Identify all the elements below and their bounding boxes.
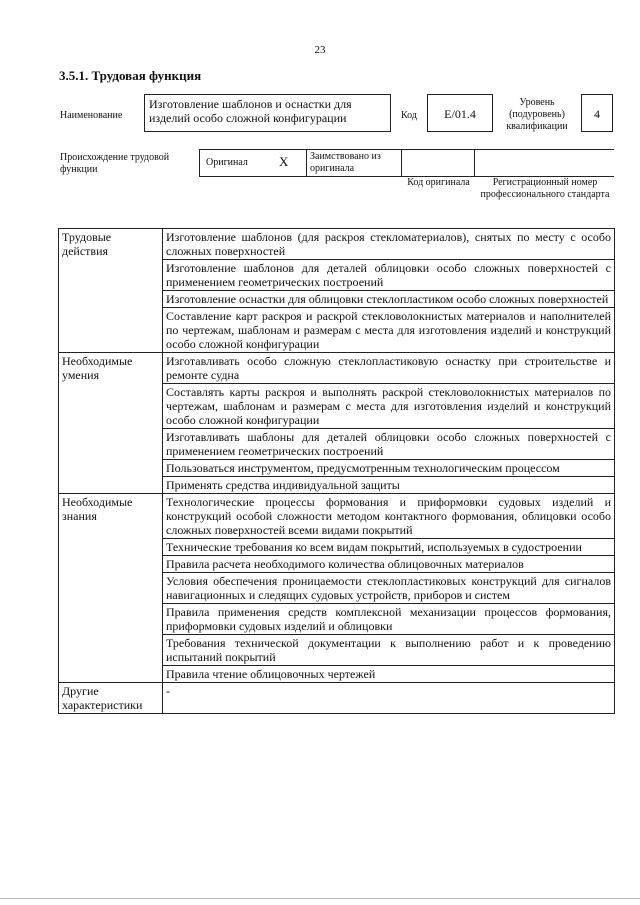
table-cell: Изготавливать шаблоны для деталей облицовки особо сложных поверхностей с применением геометрических построений <box>163 429 615 460</box>
original-mark: X <box>279 154 289 169</box>
name-label: Наименование <box>60 110 123 121</box>
table-cell: Изготовление шаблонов (для раскроя стекломатериалов), снятых по месту с особо сложных поверхностей <box>163 229 615 260</box>
table-cell: Пользоваться инструментом, предусмотренным технологическим процессом <box>163 460 615 477</box>
original-label: Оригинал <box>206 157 248 168</box>
table-cell: Применять средства индивидуальной защиты <box>163 477 615 494</box>
origin-divider-1 <box>306 149 307 177</box>
table-row <box>59 683 615 714</box>
table-cell: Правила чтение облицовочных чертежей <box>163 666 615 683</box>
section-heading: Необходимые знания <box>59 494 163 683</box>
code-value: E/01.4 <box>427 94 493 132</box>
table-cell: Правила расчета необходимого количества облицовочных материалов <box>163 556 615 573</box>
table-cell: Технологические процессы формования и приформовки судовых изделий и конструкций особой сложности методом контактного формования, облицовки особо сложных поверхностей всеми видами покрытий <box>163 494 615 539</box>
code-original-label: Код оригинала <box>407 177 470 188</box>
reg-number-label: Регистрационный номер профессионального стандарта <box>480 177 610 200</box>
table-cell: Правила применения средств комплексной механизации процессов формования, приформовки судовых изделий и облицовки <box>163 604 615 635</box>
name-value: Изготовление шаблонов и оснастки для изделий особо сложной конфигурации <box>144 94 391 132</box>
table-row <box>59 229 615 260</box>
table-row <box>59 353 615 384</box>
page-number: 23 <box>314 44 326 56</box>
table-cell: Составление карт раскроя и раскрой стекловолокнистых материалов и наполнителей по чертежам, шаблонам и размерам с места для изготовления изделий и конструкций особо сложной конфигурации <box>163 308 615 353</box>
origin-divider-3 <box>474 149 475 177</box>
section-heading: Трудовые действия <box>59 229 163 353</box>
table-cell: Условия обеспечения проницаемости стеклопластиковых конструкций для сигналов навигационных и следящих судовых устройств, приборов и систем <box>163 573 615 604</box>
table-cell: Изготавливать особо сложную стеклопластиковую оснастку при строительстве и ремонте судна <box>163 353 615 384</box>
table-cell: Изготовление оснастки для облицовки стеклопластиком особо сложных поверхностей <box>163 291 615 308</box>
code-label: Код <box>401 110 417 121</box>
table-cell: Составлять карты раскроя и выполнять раскрой стекловолокнистых материалов по чертежам, шаблонам и размерам с места для изготовления изделий и конструкций особо сложной конфигурации <box>163 384 615 429</box>
section-heading: Другие характеристики <box>59 683 163 714</box>
table-cell: - <box>163 683 615 714</box>
section-heading: Необходимые умения <box>59 353 163 494</box>
page-bottom-edge <box>0 898 640 899</box>
origin-divider-2 <box>401 149 402 177</box>
level-value: 4 <box>581 94 613 132</box>
borrowed-label: Заимствовано из оригинала <box>310 151 381 174</box>
table-cell: Технические требования ко всем видам покрытий, используемых в судостроении <box>163 539 615 556</box>
table-cell: Требования технической документации к выполнению работ и к проведению испытаний покрытий <box>163 635 615 666</box>
section-title: 3.5.1. Трудовая функция <box>59 68 202 83</box>
level-label: Уровень (подуровень) квалификации <box>506 97 568 132</box>
table-cell: Изготовление шаблонов для деталей облицовки особо сложных поверхностей с применением геометрических построений <box>163 260 615 291</box>
table-row <box>59 494 615 539</box>
origin-box <box>199 149 614 177</box>
origin-label: Происхождение трудовой функции <box>60 152 170 175</box>
labor-function-table <box>58 228 615 714</box>
